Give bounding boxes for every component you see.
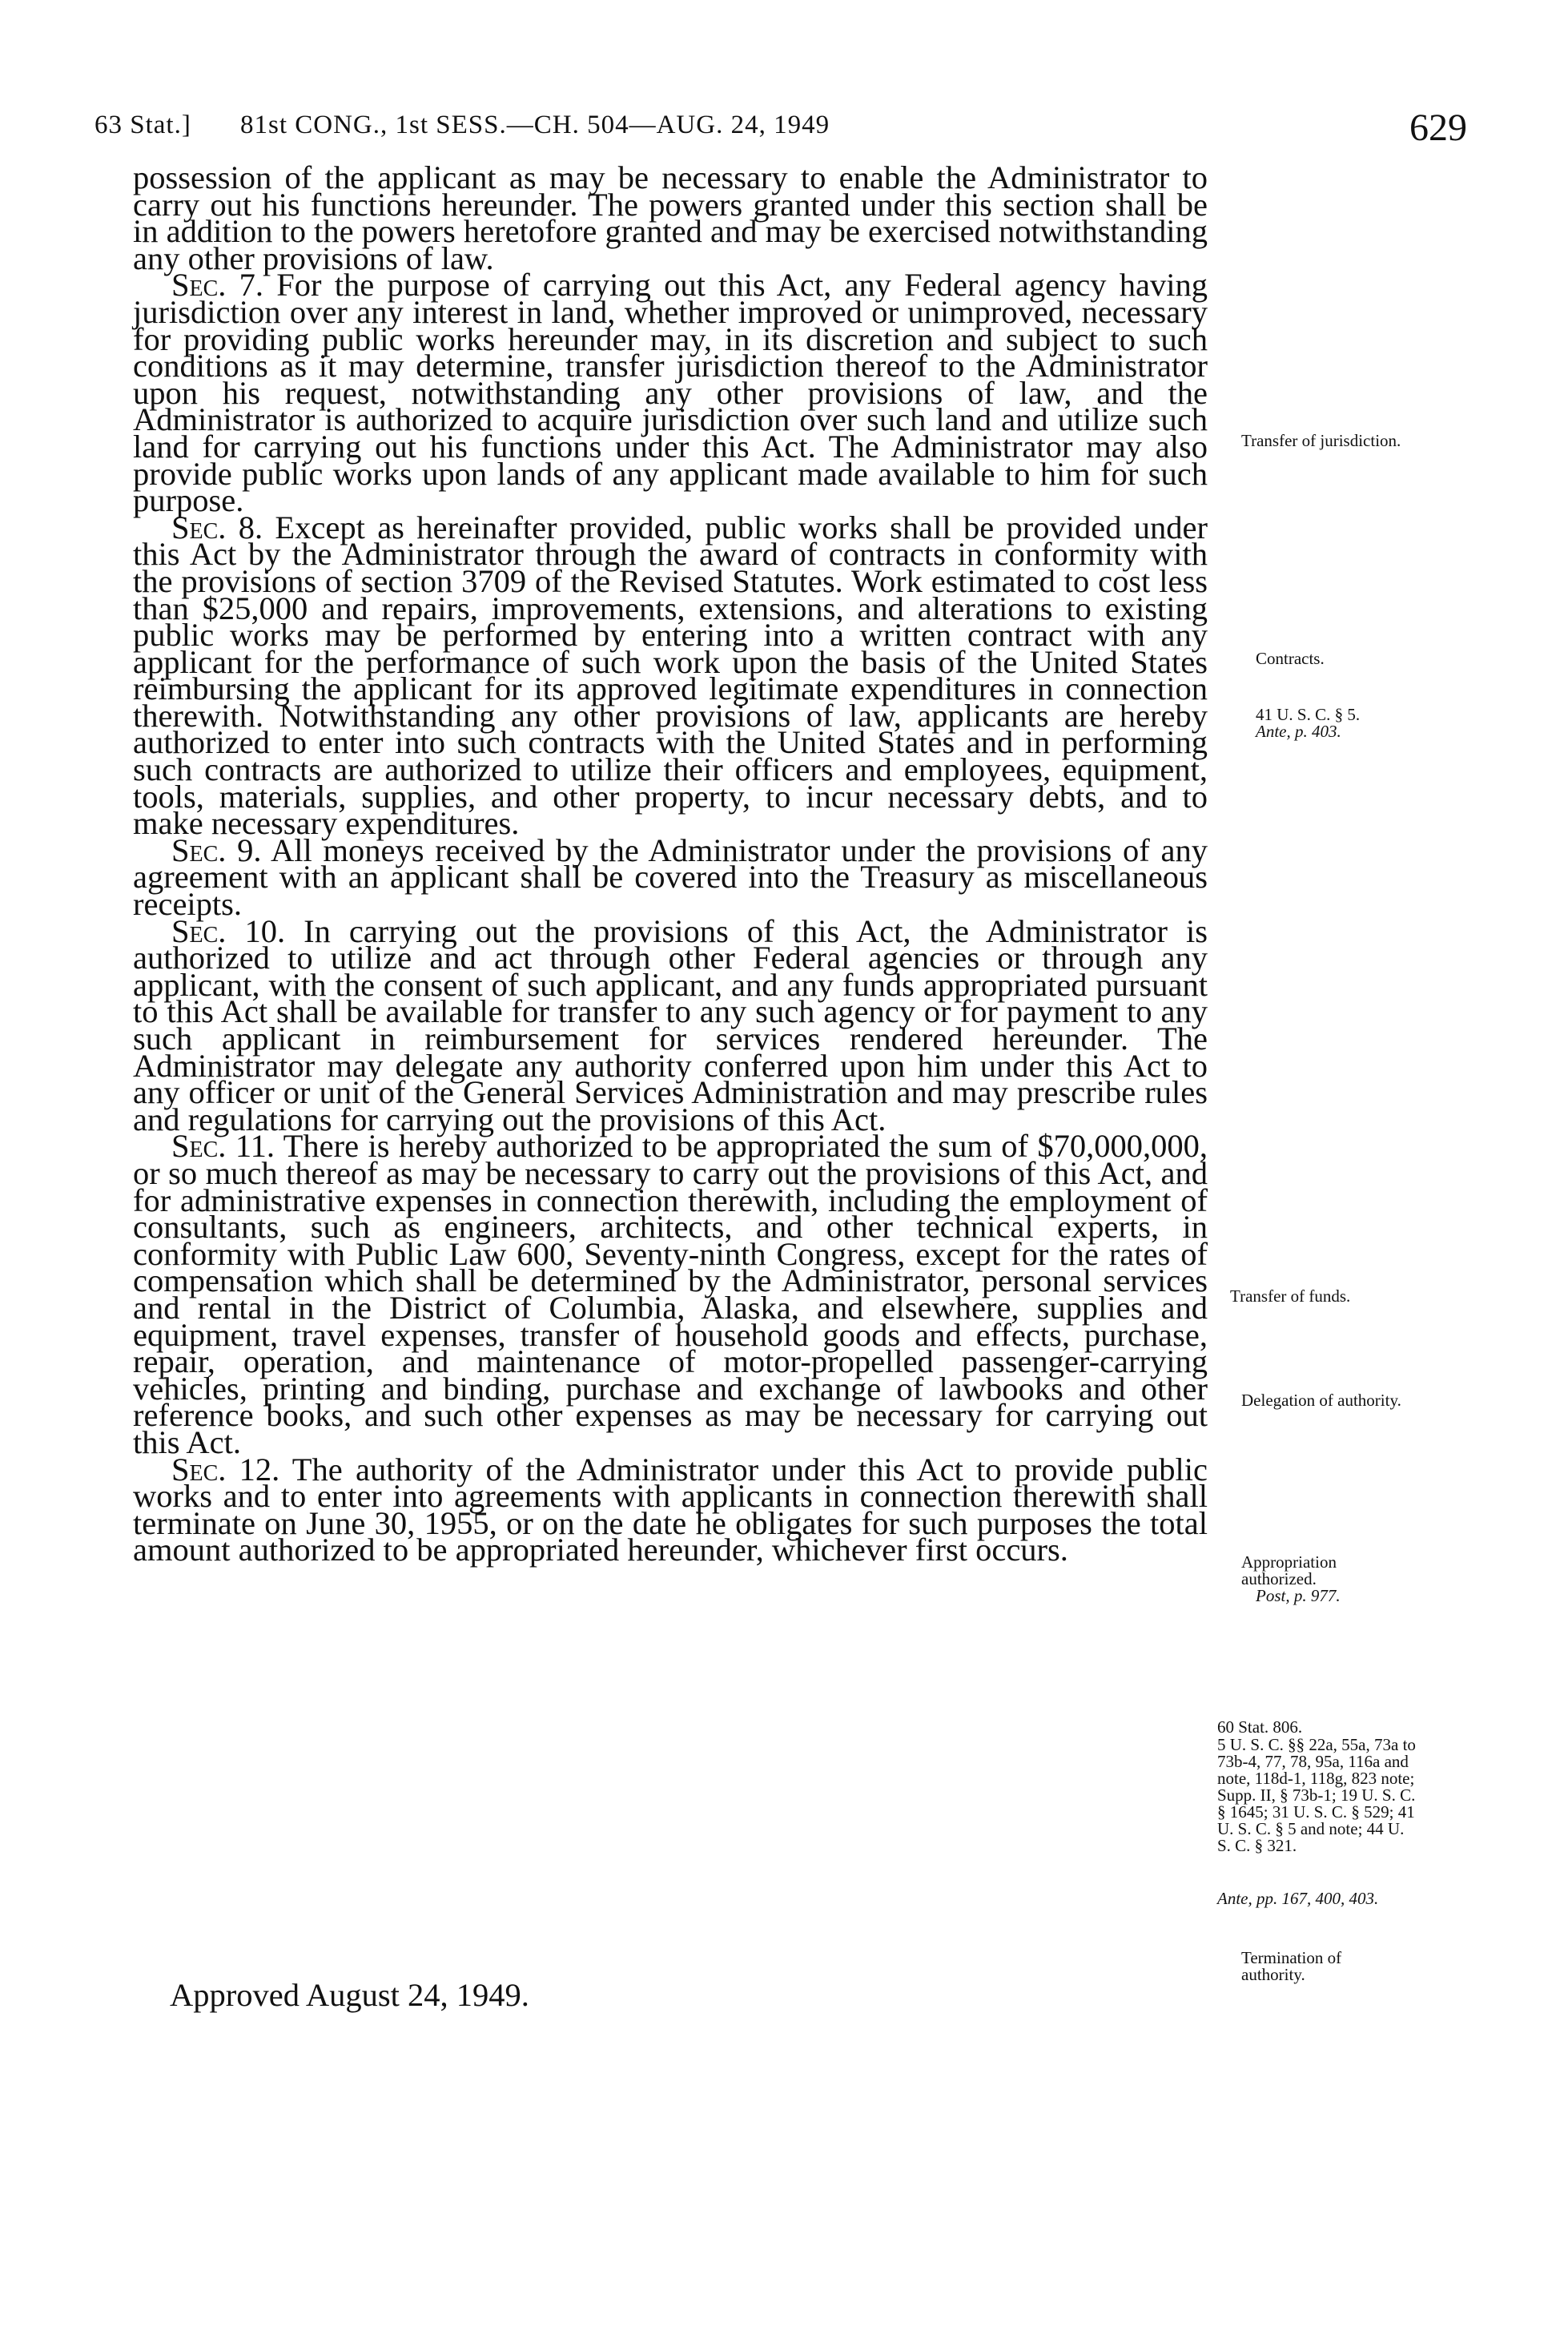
- margin-note-termination: Termination of authority.: [1241, 1948, 1342, 1984]
- statute-body: [133, 159, 1208, 1568]
- approval-date: Approved August 24, 1949.: [170, 1977, 529, 2013]
- section-11: [133, 1128, 1208, 1460]
- page-header: [0, 107, 1568, 159]
- section-text: All moneys received by the Administrator under the provisions of any agreement with an applicant shall be covered into the Treasury as miscellaneous receipts.: [133, 831, 1208, 923]
- section-8: [133, 509, 1208, 842]
- statute-volume: 63 Stat.]: [94, 111, 191, 139]
- margin-note-stat-806: 60 Stat. 806.: [1217, 1717, 1303, 1737]
- margin-note-ante-403: Ante, p. 403.: [1256, 722, 1341, 741]
- section-7: [133, 267, 1208, 519]
- margin-note-appropriation: Appropriation authorized.: [1241, 1552, 1337, 1588]
- section-text: Except as hereinafter provided, public works shall be provided under this Act by the Administrator through the award of contracts in conformity with the provisions of section 3709 of the Revised Statutes. Work estimated to cost less than $25,000 and repairs, improvements, extensions, and alterations to existing public works may be performed by entering into a written contract with any applicant for the performance of such work upon the basis of the United States reimbursing the applicant for its approved legitimate expenditures in connection therewith. Notwithstanding any other provisions of law, applicants are hereby authorized to enter into such contracts with the United States and in performing such contracts are authorized to utilize their officers and employees, equipment, tools, materials, supplies, and other property, to incur necessary debts, and to make necessary expenditures.: [133, 509, 1208, 842]
- section-text: For the purpose of carrying out this Act, any Federal agency having jurisdiction over any interest in land, whether improved or unimproved, necessary for providing public works hereunder may, in its discretion and subject to such conditions as it may determine, transfer jurisdiction thereof to the Administrator upon his request, notwithstanding any other provisions of law, and the Administrator is authorized to acquire jurisdiction over such land and utilize such land for carrying out his functions under this Act. The Administrator may also provide public works upon lands of any applicant made available to him for such purpose.: [133, 267, 1208, 519]
- section-9: [133, 831, 1208, 923]
- margin-note-transfer-of-funds: Transfer of funds.: [1230, 1286, 1351, 1306]
- section-label: Sec. 10.: [171, 912, 286, 949]
- section-label: Sec. 11.: [171, 1128, 275, 1165]
- section-12: [133, 1451, 1208, 1568]
- section-label: Sec. 12.: [171, 1451, 280, 1488]
- section-text: The authority of the Administrator under this Act to provide public works and to enter into agreements with applicants in connection therewith shall terminate on June 30, 1955, or on the date he obligates for such purposes the total amount authorized to be appropriated hereunder, whichever first occurs.: [133, 1451, 1208, 1568]
- section-text: There is hereby authorized to be appropriated the sum of $70,000,000, or so much thereof as may be necessary to carry out the provisions of this Act, and for administrative expenses in connection therewith, including the employment of consultants, such as engineers, architects, and other technical experts, in conformity with Public Law 600, Seventy-ninth Congress, except for the rates of compensation which shall be determined by the Administrator, personal services and rental in the District of Columbia, Alaska, and elsewhere, supplies and equipment, travel expenses, transfer of household goods and effects, purchase, repair, operation, and maintenance of motor-propelled passenger-carrying vehicles, printing and binding, purchase and exchange of lawbooks and other reference books, and such other expenses as may be necessary for carrying out this Act.: [133, 1128, 1208, 1460]
- margin-note-transfer-jurisdiction: Transfer of jurisdiction.: [1241, 431, 1401, 450]
- continuation-paragraph: possession of the applicant as may be necessary to enable the Administrator to carry out his functions hereunder. The powers granted under this section shall be in addition to the powers heretofore granted and may be exercised notwithstanding any other provisions of law.: [133, 159, 1208, 276]
- margin-note-post-977: Post, p. 977.: [1256, 1586, 1341, 1605]
- margin-note-ante-references: Ante, pp. 167, 400, 403.: [1217, 1889, 1379, 1908]
- margin-note-delegation: Delegation of authority.: [1241, 1391, 1401, 1410]
- margin-note-contracts: Contracts.: [1256, 649, 1325, 668]
- section-label: Sec. 7.: [171, 267, 264, 304]
- running-head: 81st CONG., 1st SESS.—CH. 504—AUG. 24, 1949: [240, 111, 830, 139]
- margin-note-usc-41: 41 U. S. C. § 5.: [1256, 705, 1361, 724]
- page-number: 629: [1409, 107, 1467, 149]
- section-label: Sec. 8.: [171, 509, 263, 545]
- section-text: In carrying out the provisions of this Act, the Administrator is authorized to utilize and act through other Federal agencies or through any applicant, with the consent of such applicant, and any funds appropriated pursuant to this Act shall be available for transfer to any such agency or for payment to any such applicant in reimbursement for services rendered hereunder. The Administrator may delegate any authority conferred upon him under this Act to any officer or unit of the General Services Administration and may prescribe rules and regulations for carrying out the provisions of this Act.: [133, 912, 1208, 1137]
- margin-note-usc-references: 5 U. S. C. §§ 22a, 55a, 73a to 73b-4, 77, 78, 95a, 116a and note, 118d-1, 118g, 823 note; Supp. II, § 73b-1; 19 U. S. C. § 1645; 31 U. S. C. § 529; 41 U. S. C. § 5 and note; 44 U. S. C. § 321.: [1217, 1735, 1416, 1855]
- section-label: Sec. 9.: [171, 831, 262, 868]
- section-10: [133, 912, 1208, 1137]
